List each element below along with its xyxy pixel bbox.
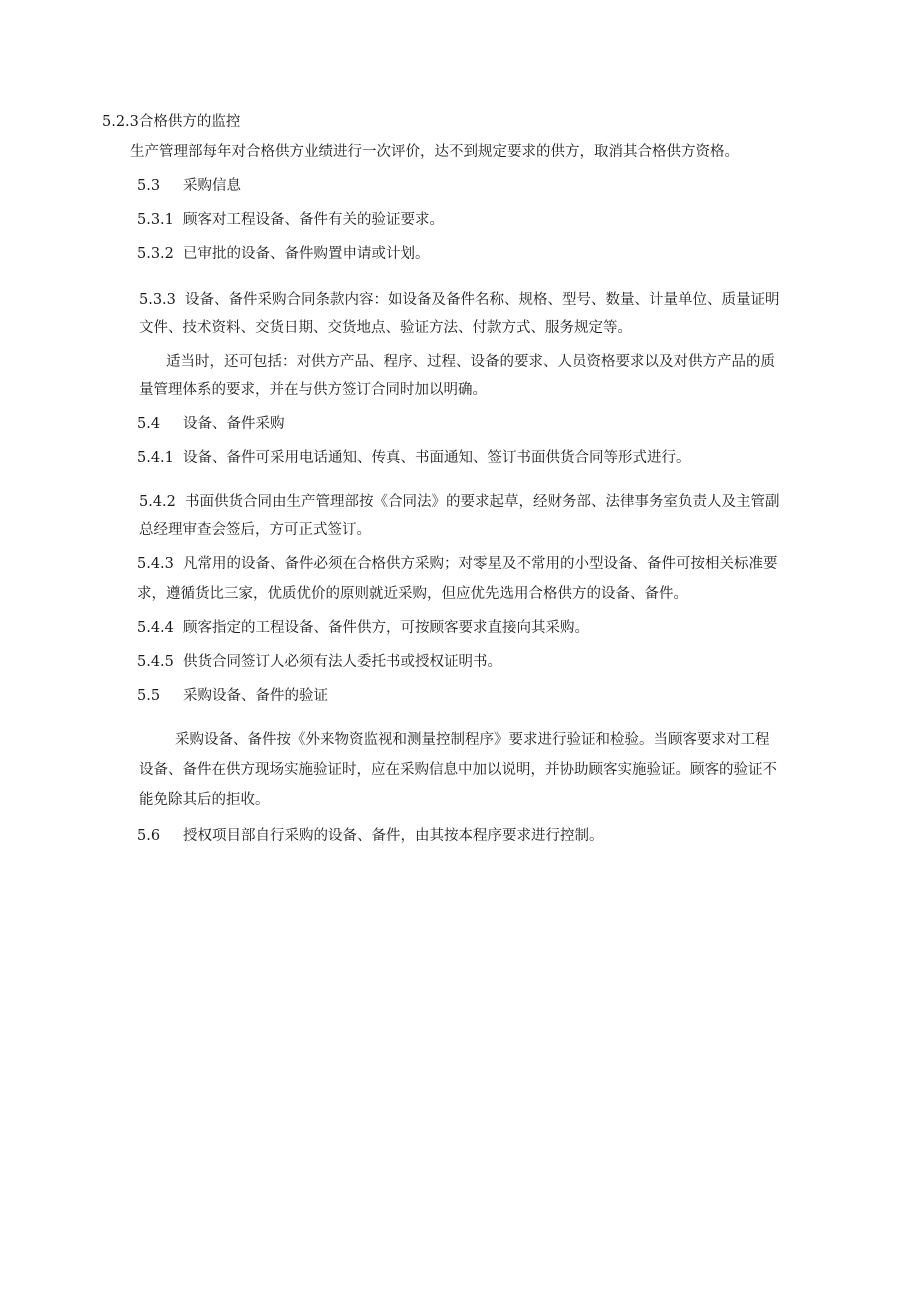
heading-5-3: [137, 176, 241, 196]
heading-5-4: [137, 414, 285, 434]
section-number: 5.5: [137, 688, 161, 704]
paragraph-5-3-3-extra-continued: 量管理体系的要求，并在与供方签订合同时加以明确。: [139, 382, 487, 398]
paragraph-5-3-3-extra: 适当时，还可包括：对供方产品、程序、过程、设备的要求、人员资格要求以及对供方产品的质: [166, 354, 775, 370]
item-5-3-2: [137, 244, 430, 264]
item-5-4-3: [137, 554, 778, 574]
item-text: 书面供货合同由生产管理部按《合同法》的要求起草，经财务部、法律事务室负责人及主管副: [185, 494, 780, 510]
section-title: 设备、备件采购: [183, 416, 285, 432]
item-5-6: [137, 826, 604, 846]
item-text: 顾客指定的工程设备、备件供方，可按顾客要求直接向其采购。: [183, 620, 589, 636]
paragraph-5-2-3: 生产管理部每年对合格供方业绩进行一次评价，达不到规定要求的供方，取消其合格供方资格。: [130, 144, 739, 160]
section-number: 5.4.4: [137, 620, 174, 636]
paragraph-5-5-continued-1: 设备、备件在供方现场实施验证时，应在采购信息中加以说明，并协助顾客实施验证。顾客的验证不: [139, 762, 777, 778]
section-number: 5.4.5: [137, 654, 174, 670]
item-5-4-4: [137, 618, 589, 638]
item-5-3-3: [139, 290, 780, 310]
item-text: 供货合同签订人必须有法人委托书或授权证明书。: [183, 654, 502, 670]
section-number: 5.3.3: [139, 292, 176, 308]
item-text: 设备、备件可采用电话通知、传真、书面通知、签订书面供货合同等形式进行。: [183, 450, 691, 466]
item-text: 顾客对工程设备、备件有关的验证要求。: [183, 212, 444, 228]
item-5-4-5: [137, 652, 502, 672]
item-text: 授权项目部自行采购的设备、备件，由其按本程序要求进行控制。: [183, 828, 604, 844]
item-5-4-3-continued: 求，遵循货比三家，优质优价的原则就近采购，但应优先选用合格供方的设备、备件。: [137, 586, 688, 602]
item-text: 凡常用的设备、备件必须在合格供方采购；对零星及不常用的小型设备、备件可按相关标准要: [183, 556, 778, 572]
section-title: 采购设备、备件的验证: [183, 688, 328, 704]
section-number: 5.4: [137, 416, 161, 432]
heading-5-2-3: 5.2.3合格供方的监控: [102, 114, 241, 130]
paragraph-5-5-continued-2: 能免除其后的拒收。: [139, 792, 270, 808]
paragraph-5-5: 采购设备、备件按《外来物资监视和测量控制程序》要求进行验证和检验。当顾客要求对工程: [175, 732, 770, 748]
section-number: 5.3.2: [137, 246, 174, 262]
section-number: 5.3: [137, 178, 161, 194]
section-number: 5.6: [137, 828, 161, 844]
section-number: 5.4.1: [137, 450, 174, 466]
item-5-4-2-continued: 总经理审查会签后，方可正式签订。: [139, 522, 371, 538]
item-text: 已审批的设备、备件购置申请或计划。: [183, 246, 430, 262]
item-5-4-1: [137, 448, 691, 468]
item-text: 设备、备件采购合同条款内容：如设备及备件名称、规格、型号、数量、计量单位、质量证明: [185, 292, 780, 308]
item-5-3-1: [137, 210, 444, 230]
section-number: 5.4.2: [139, 494, 176, 510]
section-number: 5.4.3: [137, 556, 174, 572]
item-5-4-2: [139, 492, 780, 512]
section-number: 5.3.1: [137, 212, 174, 228]
item-5-3-3-continued: 文件、技术资料、交货日期、交货地点、验证方法、付款方式、服务规定等。: [139, 320, 632, 336]
section-title: 采购信息: [183, 178, 241, 194]
heading-5-5: [137, 686, 328, 706]
